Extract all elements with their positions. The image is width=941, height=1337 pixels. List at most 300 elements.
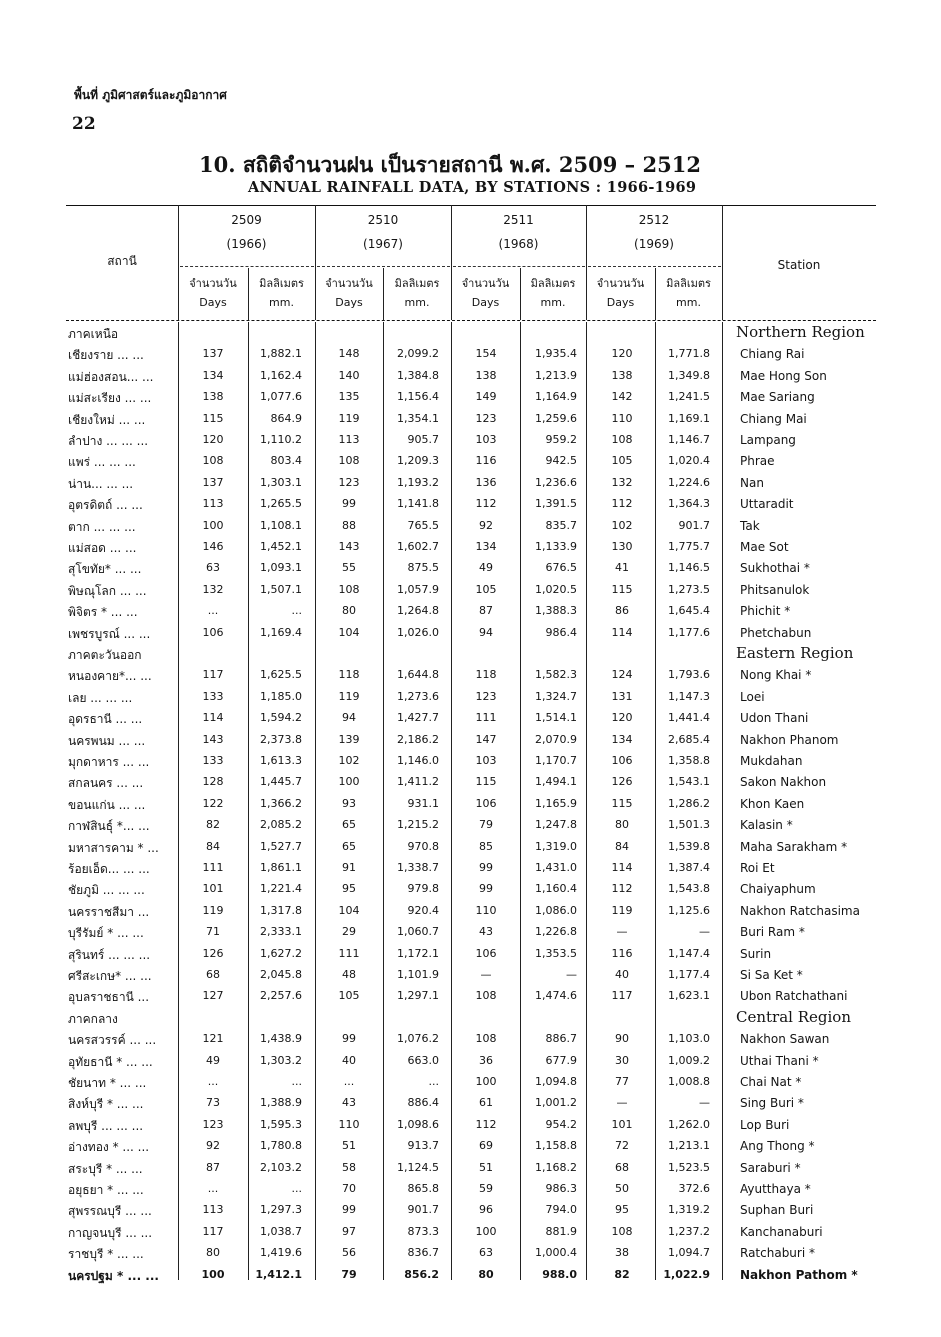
mm-cell: 2,373.8	[260, 732, 302, 746]
mm-header-english: mm.	[676, 296, 701, 309]
days-cell: 87	[206, 1160, 220, 1174]
days-cell: 94	[342, 711, 356, 725]
station-name-english: Ratchaburi *	[740, 1246, 815, 1261]
days-cell: 134	[611, 732, 633, 746]
mm-cell: 1,445.7	[260, 775, 302, 789]
station-name-thai: ร้อยเอ็ด... ... ...	[68, 862, 150, 876]
mm-header-thai: มิลลิเมตร	[259, 277, 304, 290]
days-cell: 114	[611, 625, 633, 639]
days-cell: 132	[611, 475, 633, 489]
mm-cell: 1,582.3	[535, 668, 577, 682]
station-name-english: Nakhon Phanom	[740, 732, 839, 747]
mm-cell: 873.3	[407, 1224, 439, 1238]
mm-cell: 1,543.8	[668, 882, 710, 896]
station-name-english: Maha Sarakham *	[740, 839, 848, 854]
days-cell: 87	[479, 604, 493, 618]
days-cell: 110	[338, 1117, 360, 1131]
station-name-thai: นครปฐม * ... ...	[68, 1268, 159, 1283]
days-cell: 99	[479, 882, 493, 896]
days-cell: 84	[615, 839, 629, 853]
mm-cell: 765.5	[407, 518, 439, 532]
station-name-english: Nakhon Sawan	[740, 1032, 830, 1047]
days-cell: 93	[342, 796, 356, 810]
mm-cell: 1,098.6	[397, 1117, 439, 1131]
mm-cell: 1,623.1	[668, 989, 710, 1003]
station-name-english: Mae Hong Son	[740, 368, 827, 383]
days-cell: 79	[479, 818, 493, 832]
table-row	[0, 495, 941, 516]
station-name-english: Chaiyaphum	[740, 882, 816, 897]
days-cell: 65	[342, 818, 356, 832]
station-name-thai: อุบลราชธานี ...	[68, 990, 150, 1005]
mm-cell: 1,771.8	[668, 347, 710, 361]
table-row	[0, 602, 941, 623]
mm-cell: 913.7	[407, 1139, 439, 1153]
table-row	[0, 709, 941, 730]
days-cell: 56	[342, 1246, 356, 1260]
year-ce-label: (1966)	[226, 237, 267, 251]
mm-cell: 1,108.1	[260, 518, 302, 532]
days-header-thai: จำนวนวัน	[596, 277, 645, 290]
station-name-english: Nan	[740, 475, 764, 490]
mm-cell: 1,384.8	[397, 368, 439, 382]
days-cell: 110	[611, 411, 633, 425]
mm-cell: 942.5	[545, 454, 577, 468]
mm-cell: 979.8	[407, 882, 439, 896]
station-name-english: Surin	[740, 946, 772, 961]
days-cell: 133	[202, 689, 224, 703]
mm-cell: 1,523.5	[668, 1160, 710, 1174]
days-cell: 111	[202, 861, 224, 874]
days-cell: 143	[202, 732, 224, 746]
station-name-thai: ศรีสะเกษ* ... ...	[68, 969, 152, 983]
days-cell: 120	[202, 433, 224, 446]
mm-cell: 1,162.4	[260, 368, 302, 382]
table-row	[0, 902, 941, 923]
table-row	[0, 688, 941, 709]
days-cell: 110	[475, 903, 497, 917]
station-name-english: Kalasin *	[740, 818, 793, 833]
station-name-english: Uttaradit	[740, 497, 794, 512]
station-name-thai: กาฬสินธุ์ *... ...	[68, 819, 150, 834]
station-name-english: Uthai Thani *	[740, 1053, 819, 1068]
days-cell: 115	[611, 582, 633, 596]
station-name-thai: สุพรรณบุรี ... ...	[68, 1204, 152, 1219]
mm-cell: 1,354.1	[397, 411, 439, 425]
mm-header-thai: มิลลิเมตร	[666, 277, 711, 290]
mm-cell: 1,147.3	[668, 689, 710, 703]
mm-cell: 1,338.7	[397, 861, 439, 874]
station-header-english: Station	[777, 258, 821, 272]
year-be-label: 2509	[231, 213, 262, 227]
days-cell: 102	[338, 754, 360, 767]
days-cell: 113	[202, 1203, 224, 1217]
mm-cell: 1,419.6	[260, 1246, 302, 1260]
days-cell: 80	[615, 818, 629, 832]
mm-cell: 1,169.4	[260, 625, 302, 639]
mm-cell: 1,388.9	[260, 1096, 302, 1110]
days-cell: 72	[615, 1139, 629, 1153]
days-cell: 96	[479, 1203, 493, 1217]
mm-cell: 1,213.1	[668, 1139, 710, 1153]
days-cell: 116	[475, 454, 497, 468]
days-cell: 104	[338, 625, 360, 639]
mm-cell: 1,177.6	[668, 625, 710, 639]
days-cell: 100	[201, 1267, 225, 1281]
days-cell: 58	[342, 1160, 356, 1174]
days-cell: 149	[475, 390, 497, 404]
mm-cell: 1,146.0	[397, 754, 439, 767]
days-cell: 119	[202, 903, 224, 917]
days-cell: 131	[611, 689, 633, 703]
table-row	[0, 517, 941, 538]
mm-cell: 1,452.1	[260, 540, 302, 553]
days-cell: 88	[342, 518, 356, 532]
station-name-thai: เลย ... ... ...	[68, 690, 133, 705]
mm-cell: 1,882.1	[260, 347, 302, 361]
mm-cell: 1,366.2	[260, 796, 302, 810]
station-name-english: Northern Region	[736, 323, 865, 341]
table-row	[0, 1244, 941, 1265]
mm-cell: 1,364.3	[668, 497, 710, 511]
station-name-thai: นครพนม ... ...	[68, 733, 146, 748]
mm-cell: 865.8	[407, 1182, 439, 1195]
mm-cell: 959.2	[545, 433, 577, 446]
mm-cell: 2,085.2	[260, 818, 302, 832]
mm-cell: 1,303.2	[260, 1053, 302, 1067]
mm-cell: 1,170.7	[535, 754, 577, 767]
table-row	[0, 1073, 941, 1094]
days-cell: 36	[479, 1053, 493, 1067]
days-cell: 108	[338, 454, 360, 468]
days-cell: 40	[615, 968, 629, 981]
station-name-english: Sakon Nakhon	[740, 775, 827, 790]
days-cell: 106	[475, 946, 497, 960]
mm-cell: 1,215.2	[397, 818, 439, 832]
days-cell: 73	[206, 1096, 220, 1110]
table-row	[0, 1266, 941, 1287]
station-name-thai: น่าน... ... ...	[68, 476, 134, 491]
days-cell: 61	[479, 1096, 493, 1110]
days-cell: 68	[615, 1160, 629, 1174]
station-name-english: Ayutthaya *	[740, 1182, 811, 1196]
mm-cell: 1,265.5	[260, 497, 302, 511]
mm-cell: 1,627.2	[260, 946, 302, 960]
mm-cell: 2,685.4	[668, 732, 710, 746]
days-cell: 92	[479, 518, 493, 532]
station-name-thai: พิจิตร * ... ...	[68, 605, 138, 620]
days-cell: 80	[206, 1246, 220, 1260]
mm-cell: 1,168.2	[535, 1160, 577, 1174]
days-cell: 105	[475, 582, 497, 596]
days-cell: 103	[475, 433, 497, 446]
days-cell: 80	[342, 604, 356, 618]
days-cell: 120	[611, 711, 633, 725]
station-name-thai: เชียงราย ... ...	[68, 348, 144, 363]
station-name-thai: แม่สอด ... ...	[68, 541, 137, 555]
days-cell: —	[616, 925, 628, 939]
days-cell: 70	[342, 1182, 356, 1195]
table-row	[0, 452, 941, 473]
mm-cell: 1,185.0	[260, 689, 302, 703]
station-name-thai: ภาคตะวันออก	[68, 648, 142, 662]
mm-cell: 905.7	[407, 433, 439, 446]
station-name-english: Nakhon Ratchasima	[740, 903, 860, 918]
region-heading-row	[0, 1009, 941, 1030]
mm-cell: 901.7	[407, 1203, 439, 1217]
station-name-thai: ภาคกลาง	[68, 1011, 118, 1026]
days-cell: 50	[615, 1182, 629, 1195]
station-name-thai: สระบุรี * ... ...	[68, 1161, 143, 1176]
mm-cell: 1,324.7	[535, 689, 577, 703]
mm-cell: 1,146.5	[668, 561, 710, 575]
days-cell: 112	[611, 497, 633, 511]
days-cell: 127	[202, 989, 224, 1003]
mm-cell: 1,086.0	[535, 903, 577, 917]
days-cell: 126	[202, 946, 224, 960]
table-row	[0, 474, 941, 495]
days-cell: 97	[342, 1224, 356, 1238]
mm-cell: 1,780.8	[260, 1139, 302, 1153]
days-cell: 99	[342, 497, 356, 511]
days-cell: 119	[338, 689, 360, 703]
table-row	[0, 731, 941, 752]
year-ce-label: (1969)	[634, 237, 674, 251]
station-name-thai: อุทัยธานี * ... ...	[68, 1054, 153, 1069]
days-cell: 139	[338, 732, 360, 746]
days-cell: 133	[202, 754, 224, 767]
mm-cell: 1,103.0	[668, 1032, 710, 1046]
days-cell: 94	[479, 625, 493, 639]
days-cell: 140	[338, 368, 360, 382]
days-cell: 106	[611, 754, 633, 767]
mm-cell: 1,319.2	[668, 1203, 710, 1217]
days-cell: 29	[342, 925, 356, 939]
days-cell: 69	[479, 1139, 493, 1153]
mm-cell: 1,001.2	[535, 1096, 577, 1110]
mm-cell: 1,094.8	[535, 1075, 577, 1088]
mm-cell: 1,177.4	[668, 968, 710, 981]
table-row	[0, 410, 941, 431]
days-cell: 123	[202, 1117, 224, 1131]
table-row	[0, 773, 941, 794]
days-cell: 95	[342, 882, 356, 896]
mm-cell: 1,297.3	[260, 1203, 302, 1217]
mm-cell: 1,297.1	[397, 989, 439, 1003]
days-cell: 65	[342, 839, 356, 853]
mm-cell: 1,008.8	[668, 1075, 710, 1088]
mm-cell: 1,241.5	[668, 390, 710, 404]
mm-cell: 1,441.4	[668, 711, 710, 725]
days-cell: 117	[611, 989, 633, 1003]
mm-cell: 1,319.0	[535, 839, 577, 853]
station-name-thai: ภาคเหนือ	[68, 327, 119, 341]
days-cell: 138	[202, 390, 224, 404]
days-cell: 91	[342, 861, 356, 874]
table-row	[0, 859, 941, 880]
station-name-english: Chiang Rai	[740, 347, 805, 362]
station-name-thai: พิษณุโลก ... ...	[68, 583, 147, 598]
station-name-thai: อยุธยา * ... ...	[68, 1183, 144, 1197]
days-cell: 132	[202, 582, 224, 596]
mm-cell: —	[699, 925, 710, 939]
days-cell: 124	[611, 668, 633, 682]
days-cell: 108	[475, 1032, 497, 1046]
days-cell: ...	[207, 1075, 219, 1088]
days-cell: 63	[479, 1246, 493, 1260]
days-cell: 136	[475, 475, 497, 489]
days-cell: 114	[611, 861, 633, 874]
days-cell: 134	[202, 368, 224, 382]
station-name-english: Chiang Mai	[740, 411, 807, 426]
days-cell: 90	[615, 1032, 629, 1046]
mm-cell: 1,209.3	[397, 454, 439, 468]
days-cell: 49	[206, 1053, 220, 1067]
mm-cell: 1,644.8	[397, 668, 439, 682]
mm-cell: 1,353.5	[535, 946, 577, 960]
table-row	[0, 559, 941, 580]
mm-cell: 1,020.5	[535, 582, 577, 596]
mm-cell: 1,358.8	[668, 754, 710, 767]
mm-cell: 988.0	[542, 1267, 577, 1281]
region-heading-row	[0, 645, 941, 666]
table-row	[0, 1052, 941, 1073]
days-cell: 115	[202, 411, 224, 425]
mm-cell: —	[699, 1096, 710, 1110]
station-name-english: Tak	[740, 518, 760, 533]
station-name-thai: ลพบุรี ... ... ...	[68, 1118, 144, 1133]
mm-cell: 2,103.2	[260, 1160, 302, 1174]
days-cell: 68	[206, 968, 220, 981]
days-cell: 115	[611, 796, 633, 810]
table-row	[0, 1116, 941, 1137]
station-name-thai: เชียงใหม่ ... ...	[68, 412, 146, 427]
header-bottom-rule	[66, 320, 876, 321]
mm-cell: 1,110.2	[260, 433, 302, 446]
mm-header-thai: มิลลิเมตร	[394, 277, 440, 290]
days-cell: 101	[202, 882, 224, 896]
table-row	[0, 795, 941, 816]
station-name-thai: สกลนคร ... ...	[68, 776, 144, 791]
days-cell: 111	[338, 946, 360, 960]
mm-cell: 1,247.8	[535, 818, 577, 832]
days-cell: 95	[615, 1203, 629, 1217]
days-cell: ...	[343, 1075, 355, 1088]
days-cell: 100	[338, 775, 360, 789]
mm-cell: 1,427.7	[397, 711, 439, 725]
table-row	[0, 945, 941, 966]
table-row	[0, 838, 941, 859]
mm-cell: 1,602.7	[397, 540, 439, 553]
days-cell: 30	[615, 1053, 629, 1067]
station-name-english: Phrae	[740, 454, 775, 469]
table-row	[0, 752, 941, 773]
days-cell: 82	[614, 1267, 630, 1281]
days-cell: 108	[475, 989, 497, 1003]
mm-cell: 1,494.1	[535, 775, 577, 789]
days-cell: 137	[202, 347, 224, 361]
days-cell: —	[480, 968, 492, 981]
table-top-rule	[66, 205, 876, 206]
mm-cell: 2,257.6	[260, 989, 302, 1003]
year-group-separator	[453, 266, 585, 267]
mm-cell: 1,060.7	[397, 925, 439, 939]
mm-cell: 1,514.1	[535, 711, 577, 725]
table-row	[0, 367, 941, 388]
days-cell: 119	[611, 903, 633, 917]
mm-cell: 1,093.1	[260, 561, 302, 575]
table-title-thai: 10. สถิติจำนวนฝน เป็นรายสถานี พ.ศ. 2509 – 2512	[199, 152, 701, 177]
station-name-english: Si Sa Ket *	[740, 968, 803, 982]
station-name-thai: อ่างทอง * ... ...	[68, 1140, 150, 1155]
station-name-thai: ชัยภูมิ ... ... ...	[68, 883, 145, 898]
days-cell: 92	[206, 1139, 220, 1153]
days-cell: 38	[615, 1246, 629, 1260]
mm-cell: 1,224.6	[668, 475, 710, 489]
mm-cell: 663.0	[407, 1053, 439, 1067]
days-cell: 105	[611, 454, 633, 468]
mm-cell: 1,594.2	[260, 711, 302, 725]
mm-cell: 803.4	[270, 454, 302, 468]
station-name-english: Khon Kaen	[740, 796, 805, 811]
days-cell: 154	[475, 347, 497, 361]
days-cell: 99	[342, 1203, 356, 1217]
mm-cell: 1,613.3	[260, 754, 302, 767]
mm-cell: 1,169.1	[668, 411, 710, 425]
days-cell: 99	[342, 1032, 356, 1046]
days-cell: 113	[338, 433, 360, 446]
mm-header-english: mm.	[269, 296, 294, 309]
mm-cell: 901.7	[678, 518, 710, 532]
station-name-english: Suphan Buri	[740, 1203, 814, 1218]
mm-cell: 1,172.1	[397, 946, 439, 960]
year-group-separator	[588, 266, 721, 267]
mm-cell: 1,022.9	[663, 1267, 710, 1281]
mm-cell: 2,186.2	[397, 732, 439, 746]
days-cell: 48	[342, 968, 356, 981]
station-name-english: Mukdahan	[740, 754, 803, 768]
days-cell: ...	[207, 604, 219, 618]
days-cell: 114	[202, 711, 224, 725]
mm-cell: 1,273.6	[397, 689, 439, 703]
station-name-thai: ชัยนาท * ... ...	[68, 1076, 147, 1090]
mm-cell: 1,775.7	[668, 540, 710, 553]
mm-cell: 1,349.8	[668, 368, 710, 382]
mm-cell: 1,625.5	[260, 668, 302, 682]
mm-cell: 676.5	[545, 561, 577, 575]
days-cell: 84	[206, 839, 220, 853]
station-name-english: Ang Thong *	[740, 1139, 815, 1154]
station-name-thai: บุรีรัมย์ * ... ...	[68, 926, 144, 941]
table-row	[0, 987, 941, 1008]
station-name-thai: สุรินทร์ ... ... ...	[68, 947, 151, 962]
days-cell: 120	[611, 347, 633, 361]
days-header-english: Days	[471, 296, 500, 309]
days-cell: 55	[342, 561, 356, 575]
station-name-thai: แม่ฮ่องสอน... ...	[68, 369, 154, 384]
year-be-label: 2512	[638, 213, 670, 227]
mm-cell: 931.1	[407, 796, 439, 810]
mm-cell: 1,303.1	[260, 475, 302, 489]
table-row	[0, 1180, 941, 1201]
year-ce-label: (1968)	[498, 237, 539, 251]
mm-cell: 1,259.6	[535, 411, 577, 425]
mm-cell: 1,539.8	[668, 839, 710, 853]
mm-cell: 1,226.8	[535, 925, 577, 939]
mm-cell: 886.4	[407, 1096, 439, 1110]
station-name-english: Lampang	[740, 433, 796, 447]
mm-cell: 1,262.0	[668, 1117, 710, 1131]
